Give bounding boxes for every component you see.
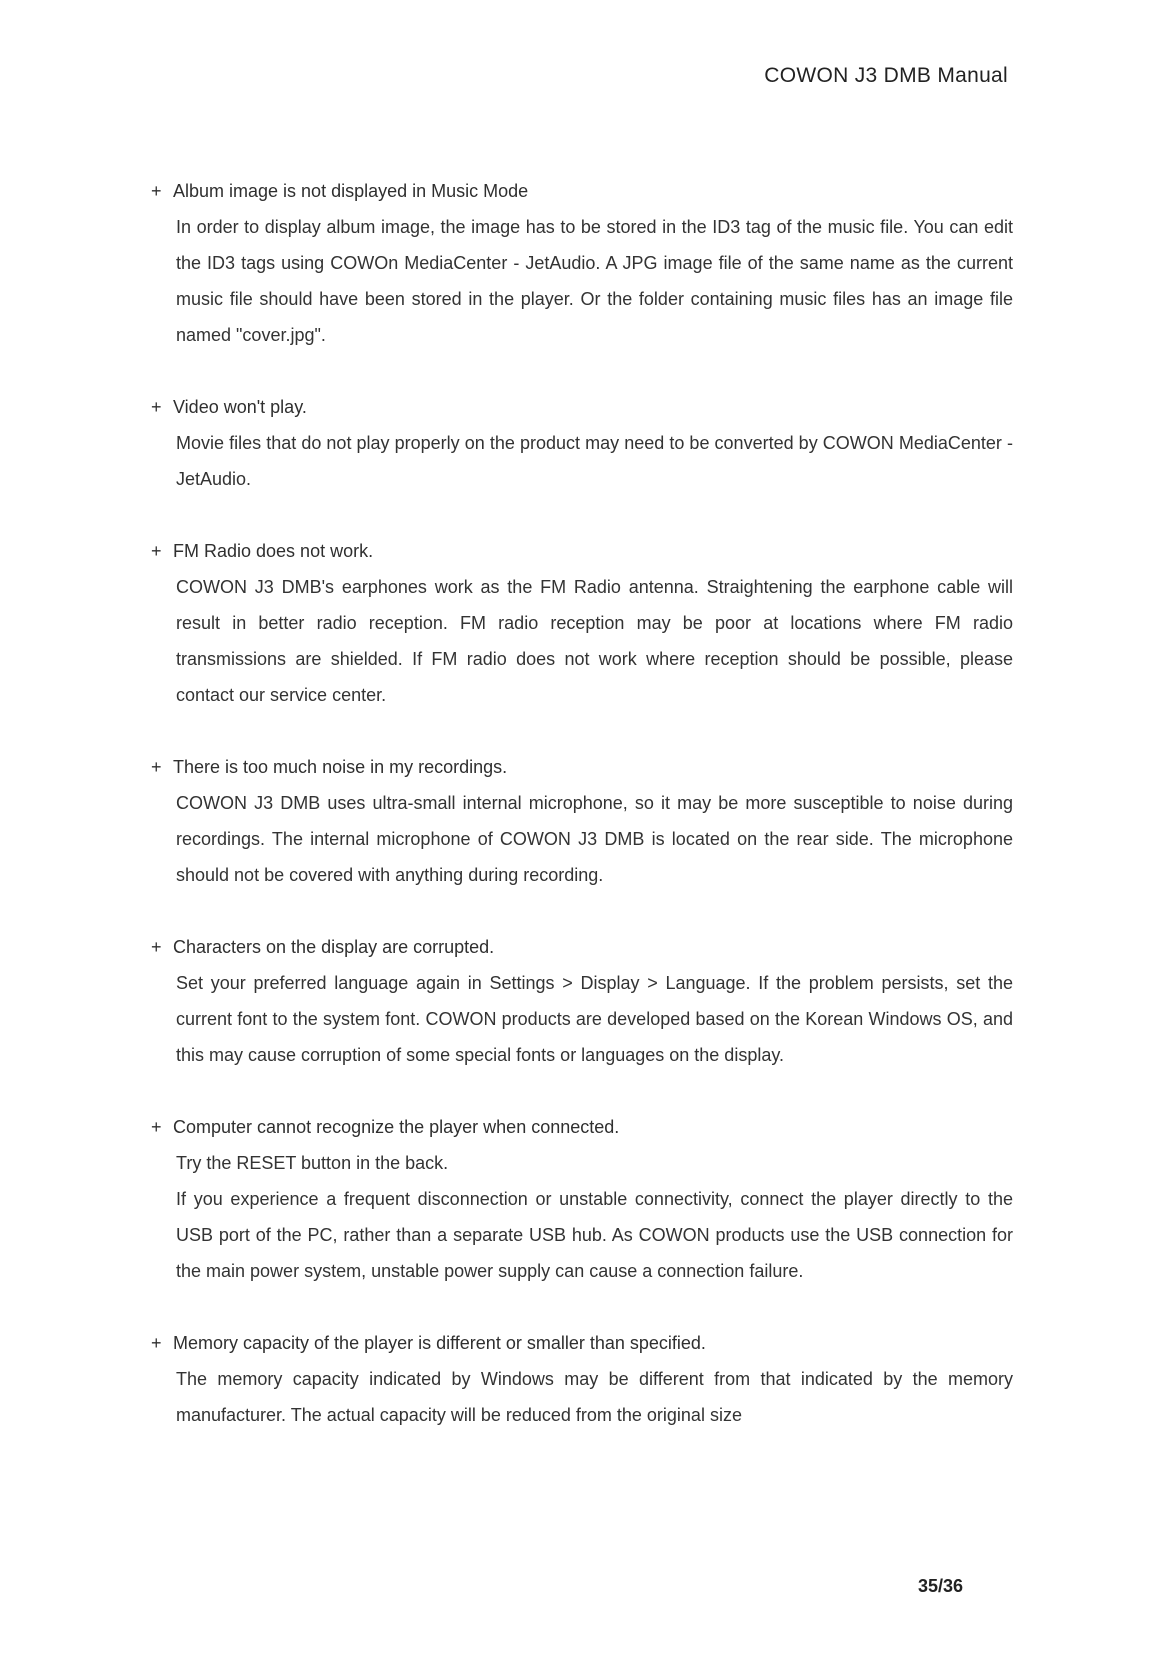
faq-question-text: FM Radio does not work. (173, 541, 374, 561)
faq-question-text: Video won't play. (173, 397, 307, 417)
faq-question (151, 533, 1013, 569)
faq-item-album-image (151, 173, 1013, 353)
faq-question-text: There is too much noise in my recordings. (173, 757, 508, 777)
faq-item-recording-noise (151, 749, 1013, 893)
faq-answer: The memory capacity indicated by Windows may be different from that indicated by the memory manufacturer. The actual capacity will be reduced from the original size (176, 1369, 1013, 1425)
faq-question (151, 1109, 1013, 1145)
faq-answer: In order to display album image, the image has to be stored in the ID3 tag of the music file. You can edit the ID3 tags using COWOn MediaCenter - JetAudio. A JPG image file of the same name as the current music file should have been stored in the player. Or the folder containing music files has an image file named "cover.jpg". (176, 217, 1013, 345)
bullet-plus-icon: + (151, 181, 162, 201)
faq-answer: Set your preferred language again in Settings > Display > Language. If the problem persists, set the current font to the system font. COWON products are developed based on the Korean Windows OS, and this may cause corruption of some special fonts or languages on the display. (176, 973, 1013, 1065)
faq-answer: COWON J3 DMB uses ultra-small internal microphone, so it may be more susceptible to noise during recordings. The internal microphone of COWON J3 DMB is located on the rear side. The microphone should not be covered with anything during recording. (176, 793, 1013, 885)
faq-content (151, 173, 1013, 1433)
faq-question (151, 389, 1013, 425)
faq-answer: Movie files that do not play properly on the product may need to be converted by COWON MediaCenter - JetAudio. (176, 433, 1013, 489)
faq-question-text: Album image is not displayed in Music Mode (173, 181, 529, 201)
manual-header-title: COWON J3 DMB Manual (764, 64, 1008, 87)
faq-question (151, 929, 1013, 965)
faq-question (151, 749, 1013, 785)
bullet-plus-icon: + (151, 397, 162, 417)
page-number: 35/36 (918, 1576, 964, 1596)
bullet-plus-icon: + (151, 937, 162, 957)
faq-item-fm-radio (151, 533, 1013, 713)
faq-question (151, 1325, 1013, 1361)
faq-answer: COWON J3 DMB's earphones work as the FM Radio antenna. Straightening the earphone cable will result in better radio reception. FM radio reception may be poor at locations where FM radio transmissions are shielded. If FM radio does not work where reception should be possible, please contact our service center. (176, 577, 1013, 705)
faq-question-text: Memory capacity of the player is different or smaller than specified. (173, 1333, 706, 1353)
faq-question (151, 173, 1013, 209)
faq-item-memory-capacity (151, 1325, 1013, 1433)
faq-question-text: Computer cannot recognize the player when connected. (173, 1117, 620, 1137)
bullet-plus-icon: + (151, 1117, 162, 1137)
faq-answer: If you experience a frequent disconnection or unstable connectivity, connect the player directly to the USB port of the PC, rather than a separate USB hub. As COWON products use the USB connection for the main power system, unstable power supply can cause a connection failure. (176, 1189, 1013, 1281)
bullet-plus-icon: + (151, 757, 162, 777)
bullet-plus-icon: + (151, 541, 162, 561)
faq-question-text: Characters on the display are corrupted. (173, 937, 495, 957)
faq-answer: Try the RESET button in the back. (176, 1153, 449, 1173)
faq-item-corrupted-characters (151, 929, 1013, 1073)
faq-item-computer-recognition (151, 1109, 1013, 1289)
bullet-plus-icon: + (151, 1333, 162, 1353)
faq-item-video (151, 389, 1013, 497)
